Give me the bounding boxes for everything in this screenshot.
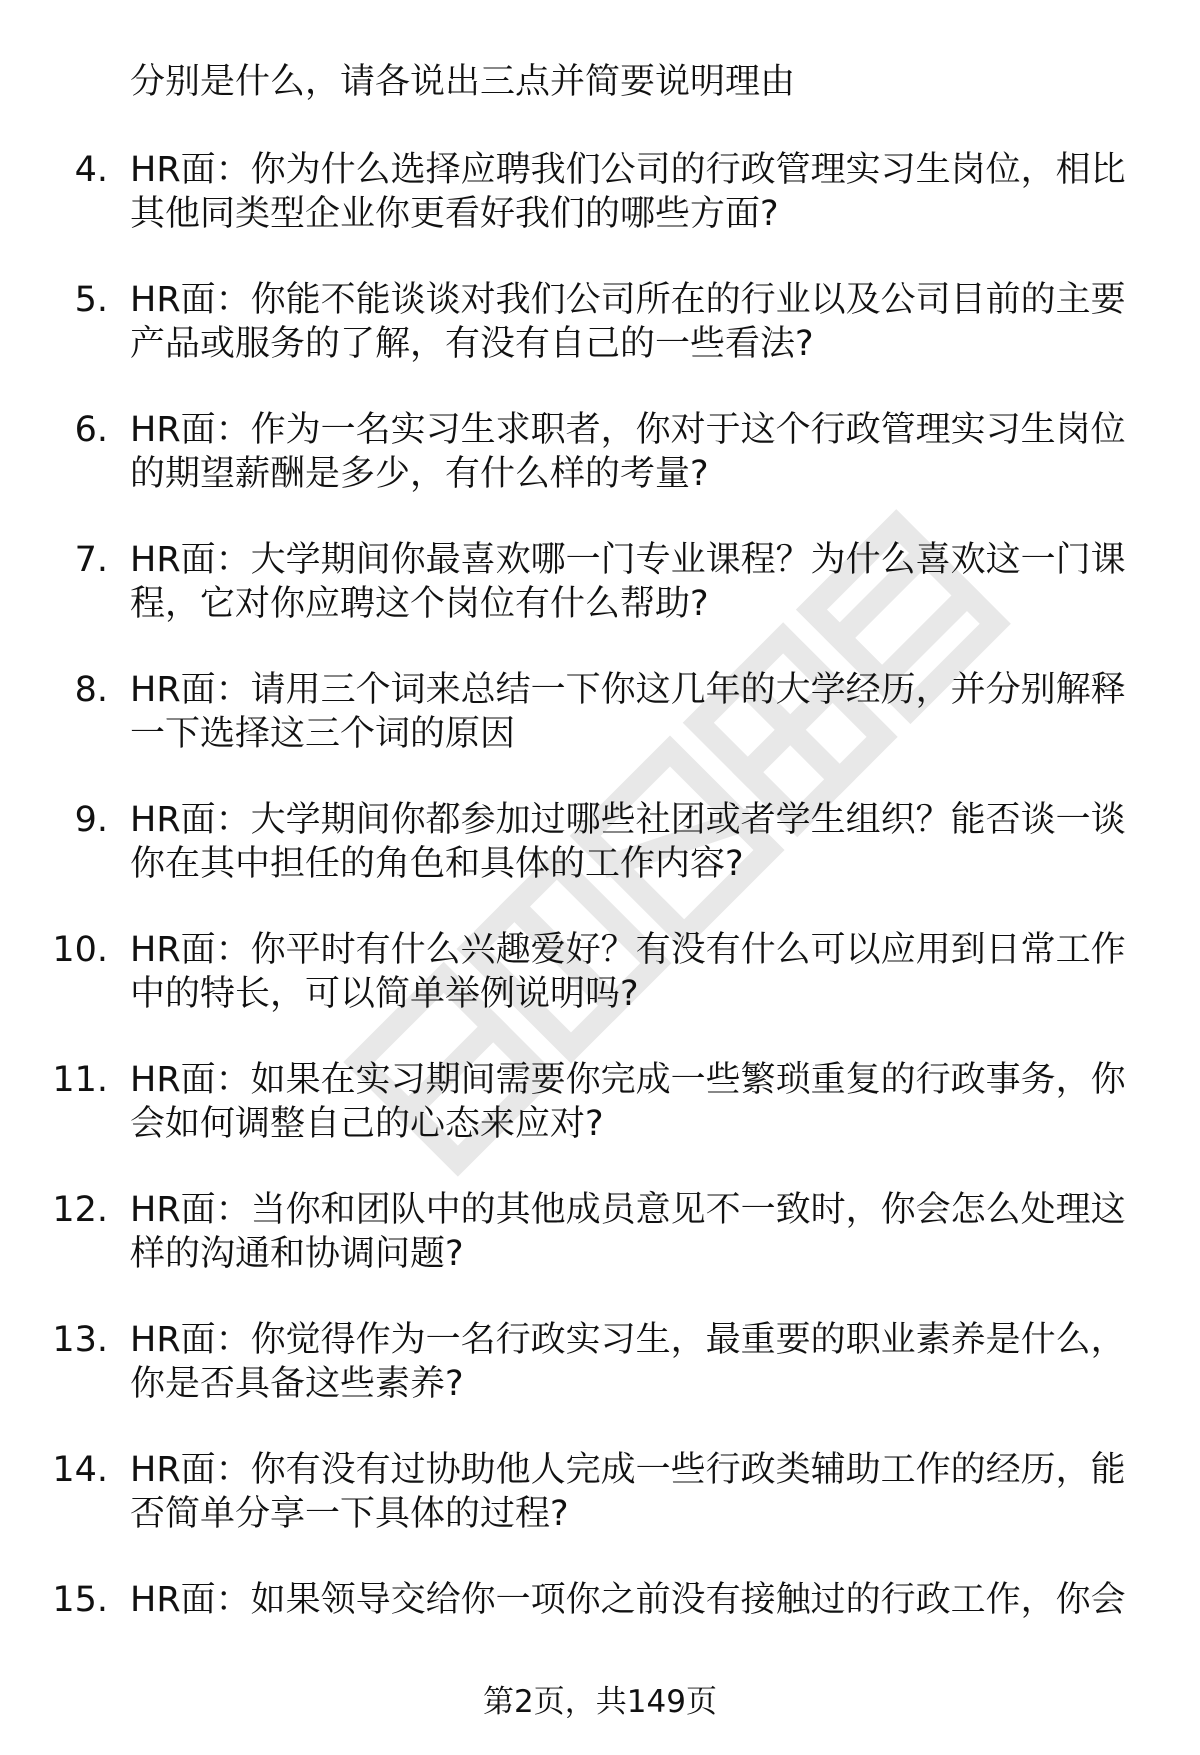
- question-number: 4.: [74, 150, 108, 190]
- question-number: 9.: [74, 800, 108, 840]
- question-text: HR面：如果领导交给你一项你之前没有接触过的行政工作，你会: [130, 1580, 1126, 1620]
- question-text: HR面：你觉得作为一名行政实习生，最重要的职业素养是什么，你是否具备这些素养?: [130, 1320, 1126, 1404]
- question-number: 13.: [52, 1320, 108, 1360]
- question-number: 15.: [52, 1580, 108, 1620]
- continuation-text: 分别是什么，请各说出三点并简要说明理由: [130, 62, 796, 102]
- question-text: HR面：你平时有什么兴趣爱好？有没有什么可以应用到日常工作中的特长，可以简单举例说明吗?: [130, 930, 1126, 1014]
- question-item: [0, 798, 1200, 928]
- question-number: 6.: [74, 410, 108, 450]
- question-item: [0, 278, 1200, 408]
- question-number: 7.: [74, 540, 108, 580]
- question-item: [0, 1058, 1200, 1188]
- question-text: HR面：作为一名实习生求职者，你对于这个行政管理实习生岗位的期望薪酬是多少，有什么样的考量?: [130, 410, 1126, 494]
- question-item: [0, 928, 1200, 1058]
- question-list: [0, 148, 1200, 1708]
- question-text: HR面：你有没有过协助他人完成一些行政类辅助工作的经历，能否简单分享一下具体的过程?: [130, 1450, 1126, 1534]
- question-text: HR面：如果在实习期间需要你完成一些繁琐重复的行政事务，你会如何调整自己的心态来应对?: [130, 1060, 1126, 1144]
- question-item: [0, 1188, 1200, 1318]
- question-number: 5.: [74, 280, 108, 320]
- question-item: [0, 1448, 1200, 1578]
- question-text: HR面：你能不能谈谈对我们公司所在的行业以及公司目前的主要产品或服务的了解，有没有自己的一些看法?: [130, 280, 1126, 364]
- question-number: 10.: [52, 930, 108, 970]
- question-item: [0, 538, 1200, 668]
- question-number: 8.: [74, 670, 108, 710]
- question-text: HR面：当你和团队中的其他成员意见不一致时，你会怎么处理这样的沟通和协调问题?: [130, 1190, 1126, 1274]
- page-footer: 第2页，共149页: [483, 1684, 717, 1720]
- question-text: HR面：大学期间你最喜欢哪一门专业课程？为什么喜欢这一门课程，它对你应聘这个岗位有什么帮助?: [130, 540, 1126, 624]
- question-number: 11.: [52, 1060, 108, 1100]
- question-text: HR面：大学期间你都参加过哪些社团或者学生组织？能否谈一谈你在其中担任的角色和具体的工作内容?: [130, 800, 1126, 884]
- question-item: [0, 668, 1200, 798]
- question-number: 14.: [52, 1450, 108, 1490]
- question-item: [0, 148, 1200, 278]
- question-item: [0, 408, 1200, 538]
- question-text: HR面：你为什么选择应聘我们公司的行政管理实习生岗位，相比其他同类型企业你更看好我们的哪些方面?: [130, 150, 1126, 234]
- question-item: [0, 1318, 1200, 1448]
- question-text: HR面：请用三个词来总结一下你这几年的大学经历，并分别解释一下选择这三个词的原因: [130, 670, 1126, 754]
- question-number: 12.: [52, 1190, 108, 1230]
